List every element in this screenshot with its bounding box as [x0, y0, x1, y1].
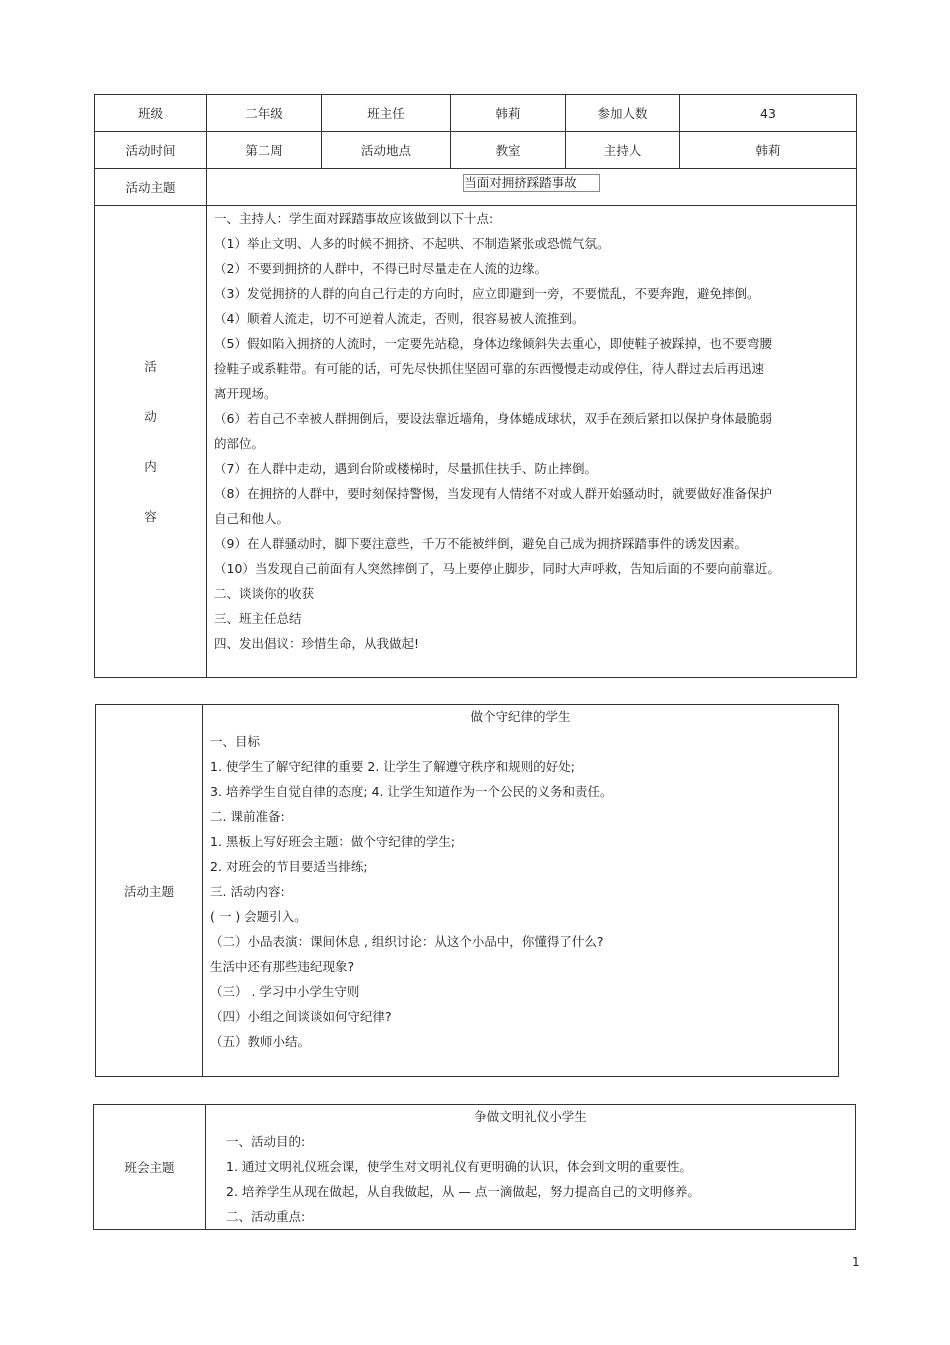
theme-body: [206, 1105, 856, 1230]
theme-row: [95, 169, 857, 206]
page-number: 1: [852, 1255, 860, 1269]
text-line: 自己和他人。: [214, 511, 290, 526]
text-line: （9）在人群骚动时，脚下要注意些，千万不能被绊倒，避免自己成为拥挤踩踏事件的诱发因素。: [214, 536, 747, 551]
text-line: （6）若自己不幸被人群拥倒后，要设法靠近墙角，身体蜷成球状，双手在颈后紧扣以保护身体最脆弱: [214, 411, 772, 426]
content-label-char: 内: [144, 458, 157, 474]
text-line: 3. 培养学生自觉自律的态度; 4. 让学生知道作为一个公民的义务和责任。: [210, 784, 613, 799]
theme-cell: [207, 169, 857, 206]
theme-value: 当面对拥挤踩踏事故: [463, 174, 600, 192]
text-line: 2. 培养学生从现在做起，从自我做起，从 — 点一滴做起，努力提高自己的文明修养。: [226, 1184, 700, 1199]
teacher-label: 班主任: [322, 95, 451, 132]
content-label-char: 活: [144, 358, 157, 374]
participants-value: 43: [680, 95, 857, 132]
text-line: 离开现场。: [214, 386, 277, 401]
text-line: 三、班主任总结: [214, 611, 302, 626]
time-label: 活动时间: [95, 132, 207, 169]
activity-table-3: [93, 1104, 856, 1230]
theme-row: [96, 705, 839, 1077]
activity-table-2: [95, 704, 839, 1077]
info-row-1: [95, 95, 857, 132]
text-line: （五）教师小结。: [210, 1034, 311, 1049]
text-line: 三. 活动内容:: [210, 884, 285, 899]
host-label: 主持人: [566, 132, 680, 169]
theme-lines: [226, 1129, 848, 1229]
text-line: （4）顺着人流走，切不可逆着人流走，否则，很容易被人流推到。: [214, 311, 585, 326]
teacher-value: 韩莉: [451, 95, 566, 132]
content-label-char: 容: [144, 508, 157, 524]
time-value: 第二周: [207, 132, 322, 169]
theme-label: 活动主题: [96, 705, 203, 1077]
class-label: 班级: [95, 95, 207, 132]
participants-label: 参加人数: [566, 95, 680, 132]
text-line: （7）在人群中走动，遇到台阶或楼梯时，尽量抓住扶手、防止摔倒。: [214, 461, 597, 476]
text-line: （5）假如陷入拥挤的人流时，一定要先站稳，身体边缘倾斜失去重心，即使鞋子被踩掉，也不要弯腰: [214, 336, 772, 351]
text-line: 捡鞋子或系鞋带。有可能的话，可先尽快抓住坚固可靠的东西慢慢走动或停住，待人群过去后再迅速: [214, 361, 765, 376]
theme-body: [203, 705, 839, 1077]
text-line: ( 一 ) 会题引入。: [210, 909, 307, 924]
text-line: 二、谈谈你的收获: [214, 586, 315, 601]
text-line: （四）小组之间谈谈如何守纪律?: [210, 1009, 392, 1024]
theme-title: 做个守纪律的学生: [470, 709, 571, 724]
theme-lines: [210, 729, 831, 1054]
host-value: 韩莉: [680, 132, 857, 169]
text-line: （3）发觉拥挤的人群的向自己行走的方向时，应立即避到一旁，不要慌乱，不要奔跑，避免摔倒。: [214, 286, 760, 301]
text-line: 二. 课前准备:: [210, 809, 285, 824]
text-line: （2）不要到拥挤的人群中，不得已时尽量走在人流的边缘。: [214, 261, 547, 276]
activity-table-1: [94, 94, 857, 678]
text-line: 1. 通过文明礼仪班会课，使学生对文明礼仪有更明确的认识，体会到文明的重要性。: [226, 1159, 692, 1174]
text-line: 二、活动重点:: [226, 1209, 306, 1224]
text-line: 2. 对班会的节目要适当排练;: [210, 859, 368, 874]
content-body: [207, 206, 857, 678]
location-label: 活动地点: [322, 132, 451, 169]
text-line: （1）举止文明、人多的时候不拥挤、不起哄、不制造紧张或恐慌气氛。: [214, 236, 610, 251]
text-line: （三） . 学习中小学生守则: [210, 984, 360, 999]
text-line: 生活中还有那些违纪现象?: [210, 959, 355, 974]
content-lines: [214, 206, 850, 656]
theme-title: 争做文明礼仪小学生: [474, 1109, 587, 1124]
theme-label: 班会主题: [94, 1105, 206, 1230]
text-line: （8）在拥挤的人群中，要时刻保持警惕，当发现有人情绪不对或人群开始骚动时，就要做好准备保护: [214, 486, 772, 501]
text-line: （二）小品表演：课间休息 , 组织讨论：从这个小品中，你懂得了什么?: [210, 934, 604, 949]
content-label-char: 动: [144, 408, 157, 424]
text-line: 一、主持人：学生面对踩踏事故应该做到以下十点:: [214, 211, 494, 226]
text-line: 一、活动目的:: [226, 1134, 306, 1149]
text-line: 1. 使学生了解守纪律的重要 2. 让学生了解遵守秩序和规则的好处;: [210, 759, 575, 774]
text-line: 四、发出倡议：珍惜生命，从我做起!: [214, 636, 420, 651]
content-label: [95, 206, 207, 678]
content-row: [95, 206, 857, 678]
text-line: 一、目标: [210, 734, 261, 749]
text-line: 1. 黑板上写好班会主题：做个守纪律的学生;: [210, 834, 456, 849]
text-line: 的部位。: [214, 436, 265, 451]
location-value: 教室: [451, 132, 566, 169]
class-value: 二年级: [207, 95, 322, 132]
theme-row: [94, 1105, 856, 1230]
info-row-2: [95, 132, 857, 169]
text-line: （10）当发现自己前面有人突然摔倒了，马上要停止脚步，同时大声呼救，告知后面的不要向前靠近。: [214, 561, 780, 576]
theme-label: 活动主题: [95, 169, 207, 206]
